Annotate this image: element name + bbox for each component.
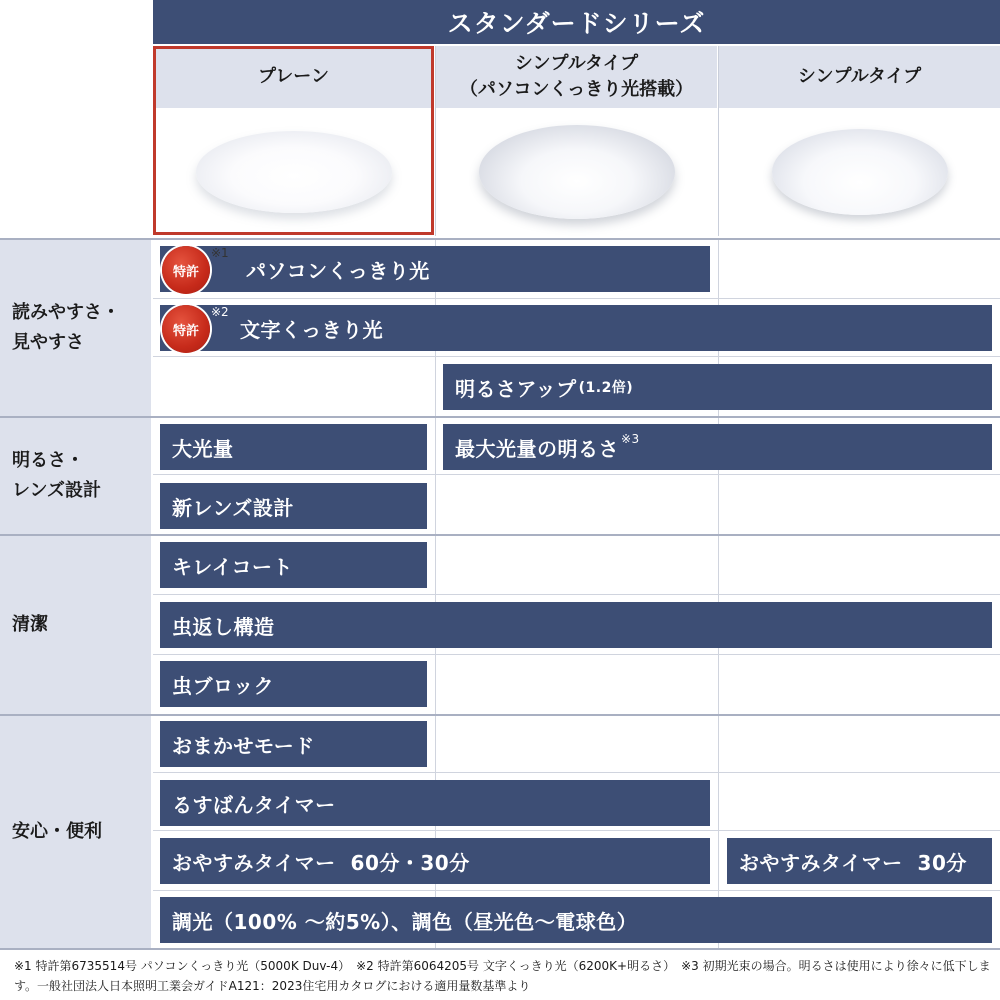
feature-new-lens: 新レンズ設計	[160, 483, 427, 529]
feature-oyasumi-timer-60-30: おやすみタイマー 60分・30分	[160, 838, 710, 884]
category-label: レンズ設計	[12, 480, 102, 501]
column-header-simple-pc	[436, 46, 717, 108]
category-readability	[0, 240, 151, 416]
category-label: 見やすさ	[12, 332, 84, 353]
feature-large-output: 大光量	[160, 424, 427, 470]
category-convenience	[0, 716, 151, 948]
feature-bug-block: 虫ブロック	[160, 661, 427, 707]
product-image-simple	[719, 108, 1000, 236]
column-header-sublabel: （パソコンくっきり光搭載）	[459, 79, 694, 100]
feature-omakase-mode: おまかせモード	[160, 721, 427, 767]
feature-brightness-up: 明るさアップ (1.2倍)	[443, 364, 992, 410]
category-label: 安心・便利	[12, 821, 102, 842]
feature-pc-light: パソコンくっきり光	[160, 246, 710, 292]
footnote-marker: ※3	[621, 432, 640, 446]
ceiling-light-icon	[479, 125, 675, 219]
patent-badge: 特許	[162, 305, 210, 353]
footnote-text: ※1 特許第6735514号 パソコンくっきり光（5000K Duv-4） ※2 特許第6064205号 文字くっきり光（6200K+明るさ） ※3 初期光束の場合。明るさは使用により徐々に低下します。一般社団法人日本照明工業会ガイドA121：2023住宅用カタログにおける適用量数基準より	[14, 959, 991, 993]
series-title: スタンダードシリーズ	[153, 0, 1000, 44]
feature-rusuban-timer: るすばんタイマー	[160, 780, 710, 826]
ceiling-light-icon	[772, 129, 948, 215]
feature-dimming-toning: 調光（100% ～約5%）、調色（昼光色～電球色）	[160, 897, 992, 943]
feature-kirei-coat: キレイコート	[160, 542, 427, 588]
category-brightness	[0, 418, 151, 534]
category-label: 清潔	[12, 614, 48, 635]
feature-brightness-up-ratio: (1.2倍)	[578, 380, 634, 396]
product-image-simple-pc	[436, 108, 717, 236]
category-label: 読みやすさ・	[12, 302, 120, 323]
footnote-marker: ※1	[211, 246, 229, 260]
feature-text-light: 文字くっきり光	[160, 305, 992, 351]
column-header-label: シンプルタイプ	[514, 53, 639, 74]
ceiling-light-icon	[196, 131, 392, 213]
feature-bug-return: 虫返し構造	[160, 602, 992, 648]
column-header-simple	[719, 46, 1000, 108]
patent-badge: 特許	[162, 246, 210, 294]
category-label: 明るさ・	[12, 450, 84, 471]
feature-max-output: 最大光量の明るさ ※3	[443, 424, 992, 470]
column-header-plain	[153, 46, 434, 108]
feature-oyasumi-timer-30: おやすみタイマー 30分	[727, 838, 992, 884]
footnote-marker: ※2	[211, 305, 229, 319]
category-cleanliness	[0, 536, 151, 714]
product-image-plain	[153, 108, 434, 236]
column-header-label: シンプルタイプ	[797, 66, 922, 87]
column-header-label: プレーン	[258, 66, 329, 87]
